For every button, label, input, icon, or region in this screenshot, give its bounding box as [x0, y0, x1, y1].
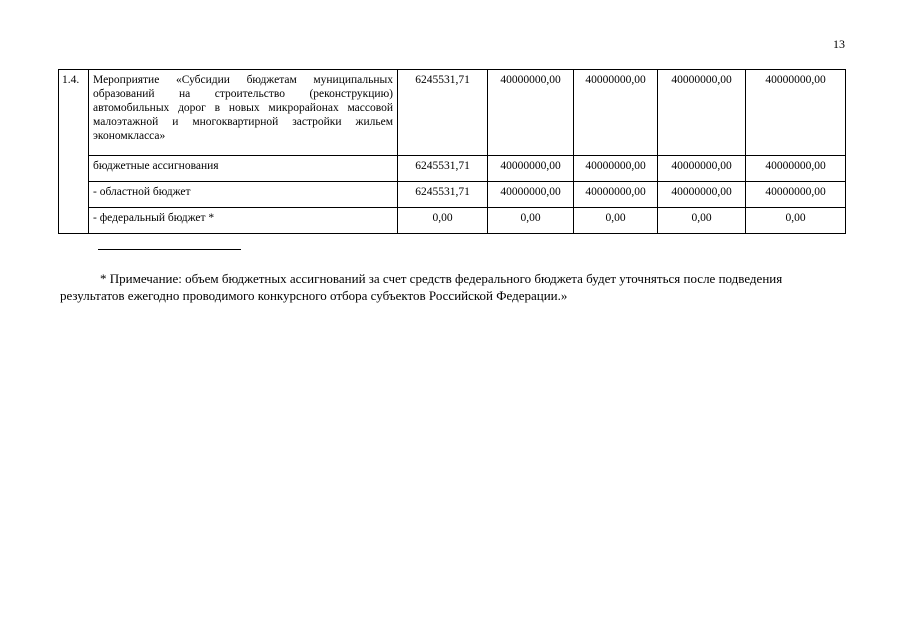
- table-row: [59, 70, 846, 156]
- row-label-cell: - областной бюджет: [89, 182, 398, 208]
- table-row: [59, 182, 846, 208]
- table-row: [59, 208, 846, 234]
- table-row: [59, 156, 846, 182]
- row-label-cell: бюджетные ассигнования: [89, 156, 398, 182]
- value-cell: 0,00: [746, 208, 846, 234]
- value-cell: 40000000,00: [574, 156, 658, 182]
- value-cell: 40000000,00: [746, 156, 846, 182]
- value-cell: 40000000,00: [746, 182, 846, 208]
- value-cell: 6245531,71: [398, 156, 488, 182]
- item-number-cell: 1.4.: [59, 70, 89, 234]
- value-cell: 40000000,00: [658, 182, 746, 208]
- footnote-text: * Примечание: объем бюджетных ассигнований за счет средств федерального бюджета будет уточняться после подведения результатов ежегодно проводимого конкурсного отбора субъектов Российской Федерации.»: [60, 271, 783, 303]
- value-cell: 40000000,00: [574, 70, 658, 156]
- value-cell: 40000000,00: [488, 70, 574, 156]
- value-cell: 0,00: [488, 208, 574, 234]
- value-cell: 6245531,71: [398, 182, 488, 208]
- footnote-divider: [98, 249, 241, 250]
- budget-table: [58, 69, 846, 234]
- value-cell: 0,00: [574, 208, 658, 234]
- value-cell: 0,00: [658, 208, 746, 234]
- value-cell: 0,00: [398, 208, 488, 234]
- value-cell: 40000000,00: [574, 182, 658, 208]
- value-cell: 40000000,00: [658, 156, 746, 182]
- row-label-cell: Мероприятие «Субсидии бюджетам муниципальных образований на строительство (реконструкцию) автомобильных дорог в новых микрорайонах массовой малоэтажной и многоквартирной застройки жильем экономкласса»: [89, 70, 398, 156]
- value-cell: 40000000,00: [488, 182, 574, 208]
- value-cell: 40000000,00: [658, 70, 746, 156]
- value-cell: 6245531,71: [398, 70, 488, 156]
- row-label-cell: - федеральный бюджет *: [89, 208, 398, 234]
- page-number: 13: [833, 37, 845, 51]
- value-cell: 40000000,00: [488, 156, 574, 182]
- value-cell: 40000000,00: [746, 70, 846, 156]
